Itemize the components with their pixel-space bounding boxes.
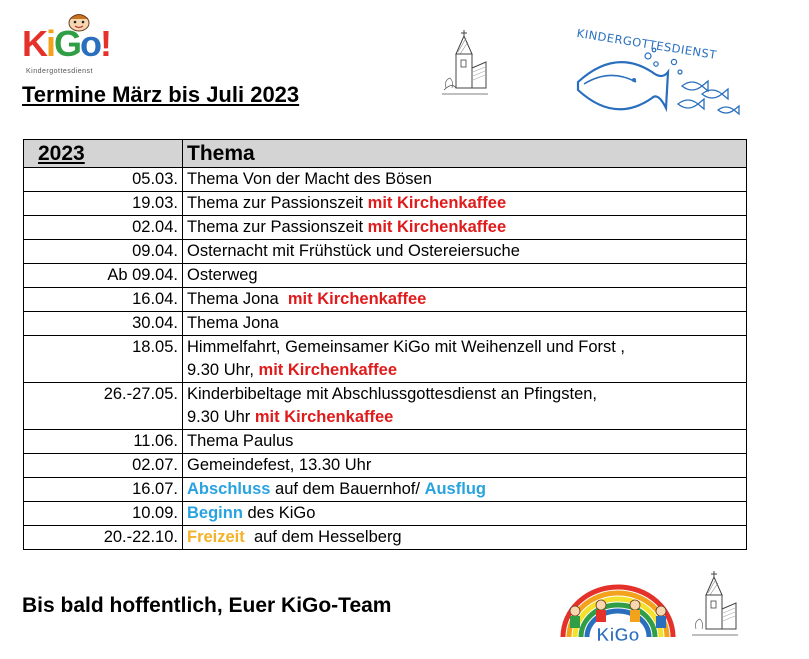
- church-icon: [690, 568, 740, 640]
- kigo-logo: [22, 12, 122, 82]
- row-date: 16.04.: [24, 288, 183, 312]
- rainbow-kigo-logo: [553, 573, 683, 645]
- row-date: Ab 09.04.: [24, 264, 183, 288]
- highlight-text: mit Kirchenkaffee: [258, 361, 398, 379]
- row-date: 19.03.: [24, 192, 183, 216]
- row-date: 20.-22.10.: [24, 526, 183, 550]
- table-row: [24, 454, 747, 478]
- row-topic: [183, 240, 747, 264]
- topic-text: Gemeindefest, 13.30 Uhr: [187, 456, 372, 474]
- row-topic: [183, 312, 747, 336]
- topic-text: 9.30 Uhr: [187, 408, 255, 426]
- page-title: Termine März bis Juli 2023: [22, 82, 300, 107]
- row-topic: [183, 336, 747, 383]
- kigo-letter: i: [46, 23, 55, 64]
- topic-text: Thema Von der Macht des Bösen: [187, 170, 432, 188]
- row-topic: [183, 168, 747, 192]
- row-topic: [183, 383, 747, 430]
- table-header-row: [24, 140, 747, 168]
- row-date: 02.07.: [24, 454, 183, 478]
- topic-text: Himmelfahrt, Gemeinsamer KiGo mit Weihenzell und Forst ,: [187, 338, 625, 356]
- row-topic: [183, 526, 747, 550]
- highlight-text: Beginn: [187, 504, 243, 522]
- highlight-text: mit Kirchenkaffee: [367, 218, 507, 236]
- row-topic: [183, 192, 747, 216]
- table-row: [24, 478, 747, 502]
- row-topic: [183, 478, 747, 502]
- highlight-text: Abschluss: [187, 480, 271, 498]
- topic-text: Thema Jona: [187, 314, 279, 332]
- row-date: 02.04.: [24, 216, 183, 240]
- row-date: 10.09.: [24, 502, 183, 526]
- schedule-rows: [24, 168, 747, 550]
- topic-text: auf dem Bauernhof/: [270, 480, 425, 498]
- row-topic: [183, 502, 747, 526]
- table-row: [24, 430, 747, 454]
- topic-text: Thema zur Passionszeit: [187, 218, 368, 236]
- kigo-subtitle: Kindergottesdienst: [26, 68, 93, 75]
- row-date: 16.07.: [24, 478, 183, 502]
- kigo-letter: !: [100, 23, 111, 64]
- row-date: 05.03.: [24, 168, 183, 192]
- table-row: [24, 192, 747, 216]
- topic-text: Thema Paulus: [187, 432, 294, 450]
- highlight-text: mit Kirchenkaffee: [254, 408, 394, 426]
- table-row: [24, 502, 747, 526]
- row-date: 26.-27.05.: [24, 383, 183, 430]
- topic-text: Kinderbibeltage mit Abschlussgottesdienst an Pfingsten,: [187, 385, 598, 403]
- table-row: [24, 240, 747, 264]
- row-date: 18.05.: [24, 336, 183, 383]
- kigo-letter: o: [80, 23, 101, 64]
- topic-text: Thema Jona: [187, 290, 288, 308]
- table-row: [24, 312, 747, 336]
- schedule-table: [23, 139, 747, 550]
- topic-header: Thema: [183, 140, 747, 168]
- topic-text: auf dem Hesselberg: [244, 528, 402, 546]
- kigo-letter: K: [22, 23, 46, 64]
- year-header: [24, 140, 183, 168]
- highlight-text: mit Kirchenkaffee: [287, 290, 427, 308]
- table-row: [24, 216, 747, 240]
- row-date: 30.04.: [24, 312, 183, 336]
- table-row: [24, 288, 747, 312]
- row-topic: [183, 264, 747, 288]
- kindergottesdienst-text: KINDERGOTTESDIENST: [575, 26, 718, 62]
- table-row: [24, 383, 747, 430]
- topic-text: Osternacht mit Frühstück und Ostereiersuche: [187, 242, 520, 260]
- rainbow-kigo-text: KiGo: [596, 625, 640, 645]
- row-topic: [183, 216, 747, 240]
- table-row: [24, 168, 747, 192]
- big-fish-icon: [578, 62, 668, 109]
- table-row: [24, 264, 747, 288]
- row-topic: [183, 430, 747, 454]
- row-date: 11.06.: [24, 430, 183, 454]
- small-fish-icon: [678, 81, 739, 114]
- topic-text: 9.30 Uhr,: [187, 361, 259, 379]
- topic-text: Thema zur Passionszeit: [187, 194, 368, 212]
- footer-greeting: Bis bald hoffentlich, Euer KiGo-Team: [22, 594, 392, 617]
- highlight-text: Freizeit: [187, 528, 245, 546]
- highlight-text: Ausflug: [424, 480, 486, 498]
- church-icon: [440, 28, 490, 98]
- kigo-wordmark: [22, 23, 111, 64]
- table-row: [24, 526, 747, 550]
- highlight-text: mit Kirchenkaffee: [367, 194, 507, 212]
- row-topic: [183, 454, 747, 478]
- topic-text: Osterweg: [187, 266, 258, 284]
- topic-text: des KiGo: [242, 504, 316, 522]
- year-header-label: 2023: [38, 142, 85, 165]
- table-row: [24, 336, 747, 383]
- row-topic: [183, 288, 747, 312]
- kindergottesdienst-logo: [570, 20, 745, 125]
- kigo-letter: G: [54, 23, 81, 64]
- row-date: 09.04.: [24, 240, 183, 264]
